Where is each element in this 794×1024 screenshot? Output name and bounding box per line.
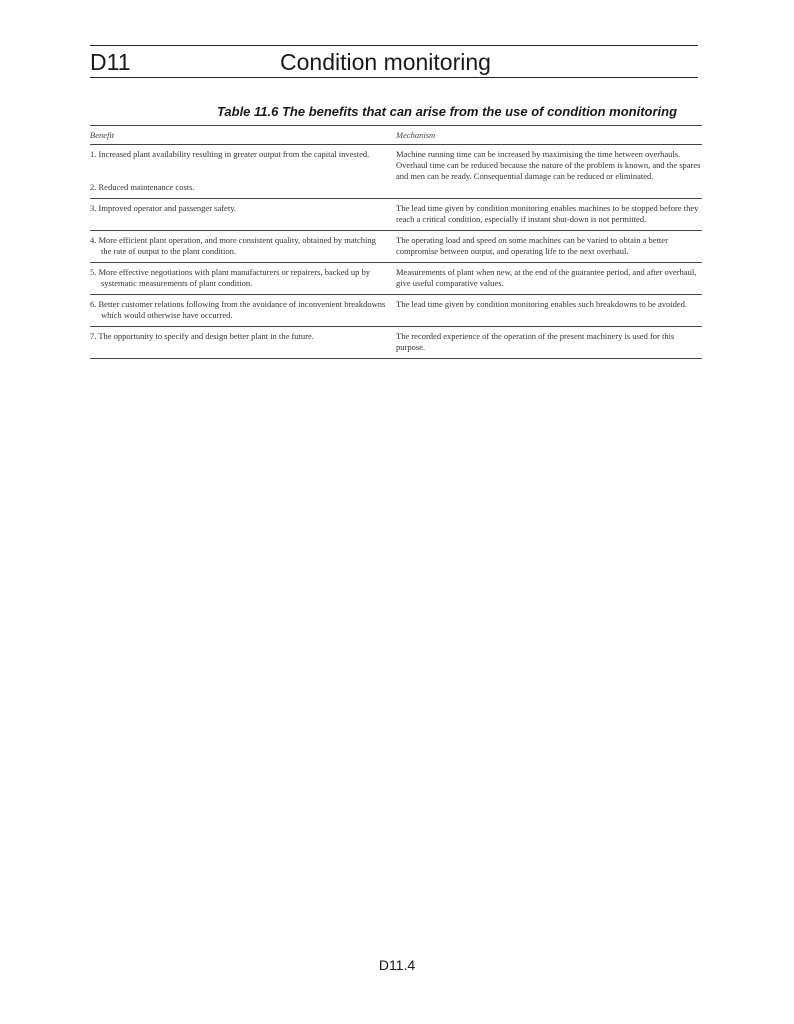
benefit-cell <box>90 149 396 193</box>
benefit-cell: 7. The opportunity to specify and design better plant in the future. <box>90 331 314 341</box>
section-title: Condition monitoring <box>280 49 491 75</box>
mechanism-cell: Machine running time can be increased by maximising the time between overhauls. Overhaul time can be reduced because the nature of the problem is known, and the spares and men can be ready. Consequential damage can be reduced or eliminated. <box>396 149 701 181</box>
benefit-cell: 4. More efficient plant operation, and more consistent quality, obtained by matching the rate of output to the plant condition. <box>90 235 376 256</box>
table-bottom-rule <box>90 358 702 359</box>
mechanism-cell: The lead time given by condition monitoring enables machines to be stopped before they reach a critical condition, especially if instant shut-down is not permitted. <box>396 203 699 224</box>
benefits-table <box>90 125 702 359</box>
table-row <box>90 231 702 262</box>
column-header-benefit: Benefit <box>90 130 115 140</box>
header-rule-bottom <box>90 77 698 78</box>
table-row <box>90 199 702 230</box>
benefit-cell: 6. Better customer relations following from the avoidance of inconvenient breakdowns which would otherwise have occurred. <box>90 299 386 320</box>
section-code: D11 <box>90 49 131 75</box>
header-rule-top <box>90 45 698 46</box>
table-row <box>90 327 702 358</box>
benefit-cell: 3. Improved operator and passenger safety. <box>90 203 237 213</box>
mechanism-cell: The recorded experience of the operation of the present machinery is used for this purpose. <box>396 331 675 352</box>
benefit-text: 2. Reduced maintenance costs. <box>90 182 195 192</box>
table-row <box>90 145 702 198</box>
table-caption: Table 11.6 The benefits that can arise from the use of condition monitoring <box>216 104 678 119</box>
table-row <box>90 295 702 326</box>
benefit-text: 1. Increased plant availability resulting in greater output from the capital invested. <box>90 149 370 159</box>
table-header-row <box>90 126 702 144</box>
mechanism-cell: Measurements of plant when new, at the end of the guarantee period, and after overhaul, give useful comparative values. <box>396 267 697 288</box>
page-number: D11.4 <box>378 957 416 973</box>
table-row <box>90 263 702 294</box>
benefit-cell: 5. More effective negotiations with plant manufacturers or repairers, backed up by systematic measurements of plant condition. <box>90 267 371 288</box>
column-header-mechanism: Mechanism <box>396 130 436 140</box>
mechanism-cell: The operating load and speed on some machines can be varied to obtain a better compromise between output, and operating life to the next overhaul. <box>396 235 668 256</box>
mechanism-cell: The lead time given by condition monitoring enables such breakdowns to be avoided. <box>396 299 688 309</box>
